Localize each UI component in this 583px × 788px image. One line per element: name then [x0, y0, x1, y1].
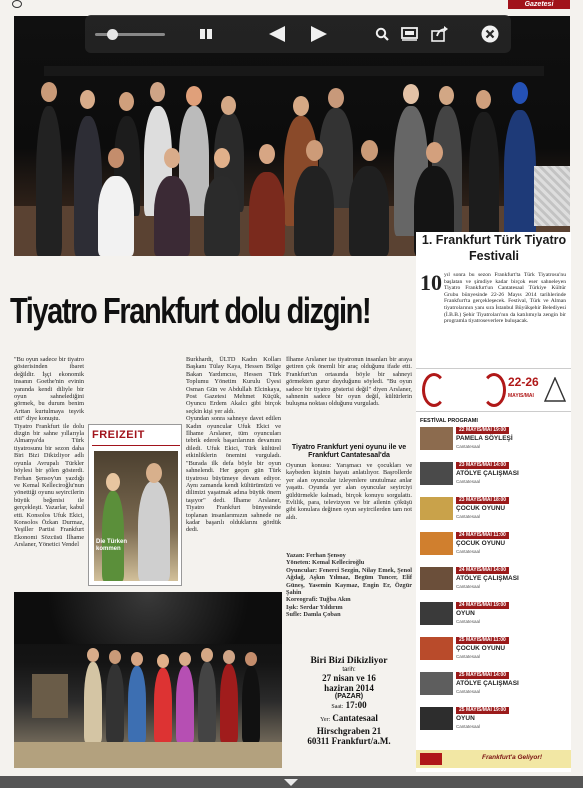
program-thumbnail [420, 567, 453, 590]
poster-emblem-icon [544, 377, 566, 403]
event-date: 27 nisan ve 16 haziran 2014 [322, 673, 376, 693]
program-item [420, 426, 568, 452]
footer-logo-icon [420, 753, 442, 765]
program-date: 25 MAYIS/MAI 14:00 [456, 672, 509, 679]
headline: Tiyatro Frankfurt dolu dizgin! [10, 291, 371, 332]
festival-footer [416, 750, 571, 768]
program-thumbnail [420, 602, 453, 625]
program-venue: Cantatesaal [456, 654, 481, 659]
brand-logo: Gazetesi [508, 0, 570, 9]
chevron-down-icon[interactable] [283, 778, 299, 787]
program-item [420, 706, 568, 732]
program-date: 24 MAYIS/MAI 11:00 [456, 532, 509, 539]
article-column-3-wrap [286, 356, 412, 776]
festival-intro: yıl sonra bu sezon Frankfurt'ta Türk Tiyatrosu'nu başlatan ve şimdiye kadar birçok eser sahneleyen Tiyatro Frankfurt'un Cantatesaal Türkiye Kültür Grubu bünyesinde 22-26 Mayıs 2014 tarihlerinde Frankfurt'ta gerçekleşecek. Festival, Türk ve Alman tiyatrolarının yanı sıra İstanbul Büyükşehir Belediyesi (İ.B.B.) Şehir Tiyatroları'nın da katılımıyla zengin bir programla tiyatroseverlere buluşacak. [444, 272, 566, 325]
festival-title: 1. Frankfurt Türk Tiyatro Festivali [421, 233, 567, 263]
viewer-toolbar [85, 15, 511, 53]
share-icon[interactable] [431, 26, 449, 42]
program-date: 23 MAYIS/MAI 18:00 [456, 497, 509, 504]
article-credits: Yazan: Ferhan Şensoy Yöneten: Kemal Kelleciroğlu Oyuncular: Fenerci Sezgin, Nilay Emek, Şenol Ağdağ, Aşkın Yılmaz, Begüm Tuncer, Elif Güneş, Yasemin Kaymaz, Engin Er, Özgür Şahin Koreografi: Tuğba Akın Işık: Serdar Yıldırım Sufle: Damla Çoban [286, 552, 412, 619]
program-date: 25 MAYIS/MAI 19:00 [456, 707, 509, 714]
event-time: 17:00 [345, 700, 367, 710]
program-date: 23 MAYIS/MAI 14:00 [456, 462, 509, 469]
program-title: ATÖLYE ÇALIŞMASI [456, 575, 519, 582]
program-venue: Cantatesaal [456, 724, 481, 729]
event-place: Cantatesaal [332, 713, 378, 723]
festival-intro-initial: 10 [420, 270, 442, 295]
event-place-label: Yer: [320, 717, 331, 723]
event-time-row [286, 700, 412, 713]
program-venue: Cantatesaal [456, 549, 481, 554]
program-item [420, 496, 568, 522]
program-date: 22 MAYIS/MAI 19:00 [456, 427, 509, 434]
program-date: 25 MAYIS/MAI 11:00 [456, 637, 509, 644]
event-title: Biri Bizi Dikizliyor [310, 656, 388, 666]
program-title: ATÖLYE ÇALIŞMASI [456, 470, 519, 477]
event-day: (PAZAR) [334, 693, 364, 700]
program-venue: Cantatesaal [456, 479, 481, 484]
program-venue: Cantatesaal [456, 514, 481, 519]
grid-icon[interactable] [200, 29, 212, 39]
program-thumbnail [420, 707, 453, 730]
poster-month: MAYIS/MAI [508, 393, 534, 399]
program-title: OYUN [456, 715, 475, 722]
next-page-icon[interactable] [309, 24, 329, 44]
page-slider-handle[interactable] [107, 29, 118, 40]
festival-poster [416, 368, 571, 412]
program-header: FESTİVAL PROGRAMI [420, 418, 478, 424]
program-thumbnail [420, 532, 453, 555]
program-title: ÇOCUK OYUNU [456, 540, 506, 547]
scroll-indicator[interactable] [0, 776, 583, 788]
previous-page-icon[interactable] [267, 24, 287, 44]
program-venue: Cantatesaal [456, 689, 481, 694]
program-thumbnail [420, 672, 453, 695]
program-item [420, 601, 568, 627]
search-icon[interactable] [375, 27, 389, 41]
program-title: ÇOCUK OYUNU [456, 645, 506, 652]
freizeit-caption: Die Türken kommen [96, 539, 128, 552]
program-title: PAMELA SÖYLEŞİ [456, 435, 513, 442]
poster-dates: 22-26 [508, 375, 539, 389]
program-venue: Cantatesaal [456, 619, 481, 624]
program-item [420, 636, 568, 662]
article-column-3b: Oyunun konusu: Yarışmacı ve çocukları ve kaybeden kişinin hayatı anlatılıyor. Başrollerde yer alan oyuncular izleyenlere unutulmaz anlar yaşattı. Oyunda yer alan oyuncular seyirciyi güldürmekle kalmadı, birçok konuyu sorgulattı. Evlilik, para, televizyon ve bir ailenin çöküşü gibi konulara değinen oyun seyircilerden tam not aldı. [286, 462, 412, 521]
freizeit-clipping [88, 424, 182, 586]
program-venue: Cantatesaal [456, 444, 481, 449]
article-column-2: Burkhardt, ÜLTD Kadın Kolları Başkanı Tülay Kaya, Hessen Bölge Bakan Yardımcısı, Hessen Türk Toplumu Yönetim Kurulu Üyesi Osman Gün ve Abdullah Elcinkaya, Post Gazetesi Mehmet Küçük, Oyuncu Erdem Akalcı gibi birçok seçkin kişi yer aldı. Oyundan sonra sahneye davet edilen Kadın oyuncular Ufuk Ekici ve İlhame Arslaner, tüm oyuncuları tebrik ederek başarılarının devamını diledi. Ufuk Ekici, Türk kültürel etkinliklerin önemini vurguladı. "Burada ilk defa böyle bir oyun sahnelendi. Her geçen gün Türk tiyatrosu büyümeye devam ediyor. Aynı zamanda kendi kültürümüzü ve dilimizi yaşatmak adına büyük önem taşıyor" dedi. İlhame Arslaner, Tiyatro Frankfurt bünyesinde toplanan insanlarımızın sahnede ne kadar başarılı olduklarını gördük dedi. [186, 356, 281, 534]
program-thumbnail [420, 497, 453, 520]
festival-footer-text: Frankfurt'a Geliyor! [482, 754, 543, 761]
event-place-row [286, 713, 412, 726]
program-thumbnail [420, 637, 453, 660]
program-item [420, 671, 568, 697]
event-time-label: Saat: [331, 704, 344, 710]
event-address: Hirschgraben 21 [316, 726, 382, 736]
program-date: 24 MAYIS/MAI 14:00 [456, 567, 509, 574]
event-city: 60311 Frankfurt/a.M. [307, 736, 391, 746]
article-column-1: "Bu oyun sadece bir tiyatro gösterisinden ibaret değildir. İşçi ekonomik insanın Goethe'nin evinin yanında kendi diliyle bir oyun sahnelediğini görmek, bu durum benim Arttan kurtulmaya teşvik etti" diye konuştu. Tiyatro Frankfurt ile dolu dizgin bir sahne yıllarıyla Almanya'da Türk tiyatrosunu bir sezon daha Biri Bizi Dikizliyor adlı oyunla Avrupalı Türkler böylesi bir şölen gösterdi. Ferhan Şensoy'un yazdığı ve Kemal Kelleciroğlu'nun yönettiği oyunu seyircilerin büyük beğenisi ile gerçekleşti. Yazarlar, kabul etti. Konsolos Ufuk Ekici, Konsolos Özkan Durmaz, Yeşiller Partisi Frankfurt Ekonomi Sözcüsü İlhame Arslaner, Yönetici Vendel [14, 356, 84, 549]
freizeit-masthead: FREIZEIT [92, 429, 145, 441]
freizeit-photo [94, 451, 178, 581]
page-slider[interactable] [95, 33, 165, 36]
close-icon[interactable] [481, 25, 499, 43]
page-marker [12, 0, 22, 8]
program-item [420, 461, 568, 487]
article-column-3: İlhame Arslaner ise tiyatronun insanları bir araya getiren çok önemli bir araç olduğunu ifade etti. Frankfurt'un ortasında böyle bir sahneyi görmekten gurur duyduğunu söyledi. "Bu oyun sadece bir tiyatro gösterisi değil" diyen Arslaner, sahnenin sadece bir oyun değil, kültürlerin buluşma noktası olduğunu vurguladı. [286, 356, 412, 408]
cast-icon[interactable] [401, 27, 419, 41]
program-item [420, 566, 568, 592]
program-title: ÇOCUK OYUNU [456, 505, 506, 512]
event-when-label: tarih: [342, 667, 356, 673]
program-date: 24 MAYIS/MAI 19:00 [456, 602, 509, 609]
program-title: OYUN [456, 610, 475, 617]
program-venue: Cantatesaal [456, 584, 481, 589]
program-thumbnail [420, 462, 453, 485]
program-thumbnail [420, 427, 453, 450]
festival-box [416, 232, 571, 772]
article-subhead: Tiyatro Frankfurt yeni oyunu ile ve Frankfurt Cantatesaal'da [291, 444, 407, 459]
program-list [420, 426, 568, 748]
program-title: ATÖLYE ÇALIŞMASI [456, 680, 519, 687]
stage-photo [14, 592, 282, 768]
program-item [420, 531, 568, 557]
